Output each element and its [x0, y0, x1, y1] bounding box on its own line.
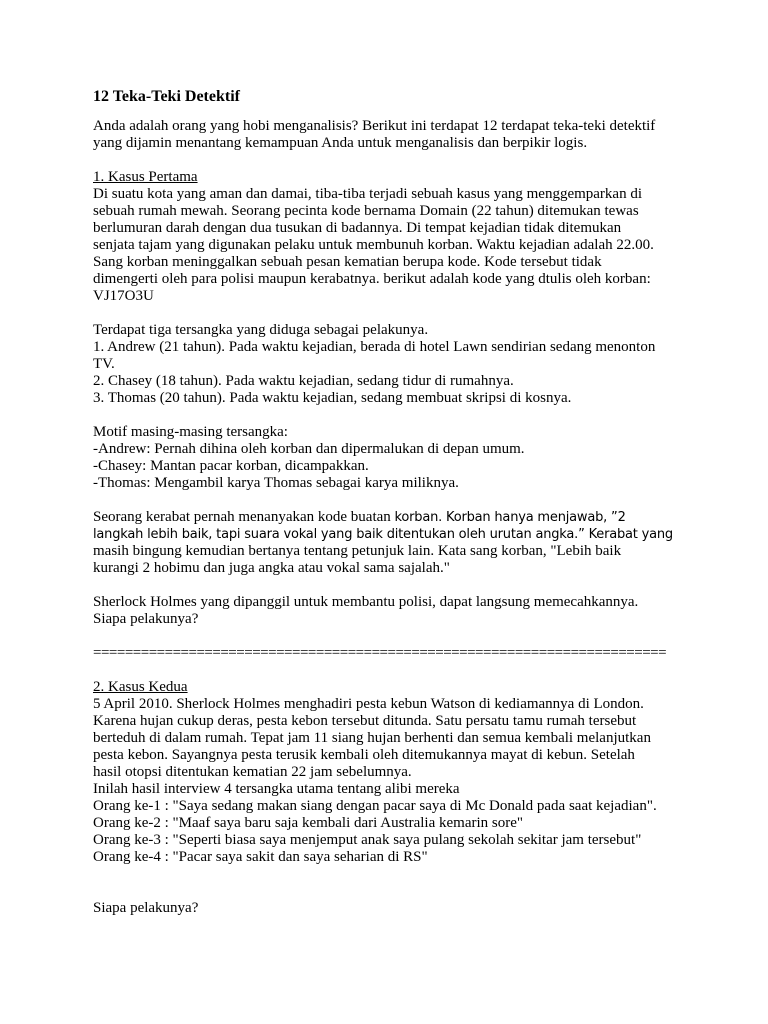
case2-heading: 2. Kasus Kedua — [93, 679, 188, 695]
text-line: berlumuran darah dengan dua tusukan di badannya. Di tempat kejadian tidak ditemukan — [93, 220, 622, 236]
document-page — [93, 88, 693, 917]
text-line: Anda adalah orang yang hobi menganalisis? Berikut ini terdapat 12 terdapat teka-teki detektif — [93, 118, 656, 134]
question-text: Siapa pelakunya? — [93, 900, 199, 916]
case1-story — [93, 186, 693, 305]
alibi-item: Orang ke-4 : "Pacar saya sakit dan saya seharian di RS" — [93, 849, 428, 865]
text-line: Karena hujan cukup deras, pesta kebon tersebut ditunda. Satu persatu tamu rumah tersebut — [93, 713, 637, 729]
clue-section — [93, 509, 693, 577]
text-line — [93, 509, 693, 526]
case1-heading: 1. Kasus Pertama — [93, 169, 198, 185]
clue-text-alt: korban. Korban hanya menjawab, ”2 — [394, 510, 626, 525]
motive-item: -Chasey: Mantan pacar korban, dicampakkan. — [93, 458, 369, 474]
suspects-intro: Terdapat tiga tersangka yang diduga sebagai pelakunya. — [93, 322, 429, 338]
case1-closing — [93, 594, 693, 628]
text-line: pesta kebon. Sayangnya pesta terusik kembali oleh ditemukannya mayat di kebun. Setelah — [93, 747, 635, 763]
suspects-section — [93, 322, 693, 407]
clue-text-alt: Kerabat yang — [584, 527, 673, 542]
question-text: Siapa pelakunya? — [93, 611, 199, 627]
text-line: Sang korban meninggalkan sebuah pesan kematian berupa kode. Kode tersebut tidak — [93, 254, 602, 270]
text-line: dimengerti oleh para polisi maupun kerabatnya. berikut adalah kode yang dtulis oleh korban: — [93, 271, 651, 287]
text-line: Di suatu kota yang aman dan damai, tiba-tiba terjadi sebuah kasus yang menggemparkan di — [93, 186, 643, 202]
case2-story — [93, 696, 693, 866]
motives-section — [93, 424, 693, 492]
alibi-item: Orang ke-2 : "Maaf saya baru saja kembali dari Australia kemarin sore" — [93, 815, 524, 831]
text-line: yang dijamin menantang kemampuan Anda untuk menganalisis dan berpikir logis. — [93, 135, 588, 151]
clue-text: Seorang kerabat pernah menanyakan kode buatan — [93, 509, 395, 525]
separator-line: ======================================================================== — [93, 645, 667, 661]
text-line: hasil otopsi ditentukan kematian 22 jam sebelumnya. — [93, 764, 412, 780]
alibi-item: Orang ke-3 : "Seperti biasa saya menjemput anak saya pulang sekolah sekitar jam tersebut" — [93, 832, 642, 848]
text-line — [93, 526, 693, 543]
intro-paragraph — [93, 118, 693, 152]
text-line: senjata tajam yang digunakan pelaku untuk membunuh korban. Waktu kejadian adalah 22.00. — [93, 237, 654, 253]
motives-intro: Motif masing-masing tersangka: — [93, 424, 288, 440]
text-line: kurangi 2 hobimu dan juga angka atau vokal sama sajalah." — [93, 560, 450, 576]
motive-item: -Andrew: Pernah dihina oleh korban dan dipermalukan di depan umum. — [93, 441, 525, 457]
code-text: VJ17O3U — [93, 288, 154, 304]
clue-text-alt: langkah lebih baik, tapi suara vokal yang baik ditentukan oleh urutan angka.” — [93, 527, 585, 542]
text-line: Inilah hasil interview 4 tersangka utama tentang alibi mereka — [93, 781, 460, 797]
text-line: 5 April 2010. Sherlock Holmes menghadiri pesta kebun Watson di kediamannya di London. — [93, 696, 644, 712]
text-line: masih bingung kemudian bertanya tentang petunjuk lain. Kata sang korban, "Lebih baik — [93, 543, 622, 559]
suspect-item: TV. — [93, 356, 115, 372]
alibi-item: Orang ke-1 : "Saya sedang makan siang dengan pacar saya di Mc Donald pada saat kejadian". — [93, 798, 657, 814]
text-line: berteduh di dalam rumah. Tepat jam 11 siang hujan berhenti dan semua kembali melanjutkan — [93, 730, 651, 746]
text-line: sebuah rumah mewah. Seorang pecinta kode bernama Domain (22 tahun) ditemukan tewas — [93, 203, 639, 219]
motive-item: -Thomas: Mengambil karya Thomas sebagai karya miliknya. — [93, 475, 459, 491]
suspect-item: 3. Thomas (20 tahun). Pada waktu kejadian, sedang membuat skripsi di kosnya. — [93, 390, 572, 406]
suspect-item: 2. Chasey (18 tahun). Pada waktu kejadian, sedang tidur di rumahnya. — [93, 373, 514, 389]
text-line: Sherlock Holmes yang dipanggil untuk membantu polisi, dapat langsung memecahkannya. — [93, 594, 639, 610]
suspect-item: 1. Andrew (21 tahun). Pada waktu kejadian, berada di hotel Lawn sendirian sedang menonton — [93, 339, 656, 355]
document-title: 12 Teka-Teki Detektif — [93, 88, 240, 105]
